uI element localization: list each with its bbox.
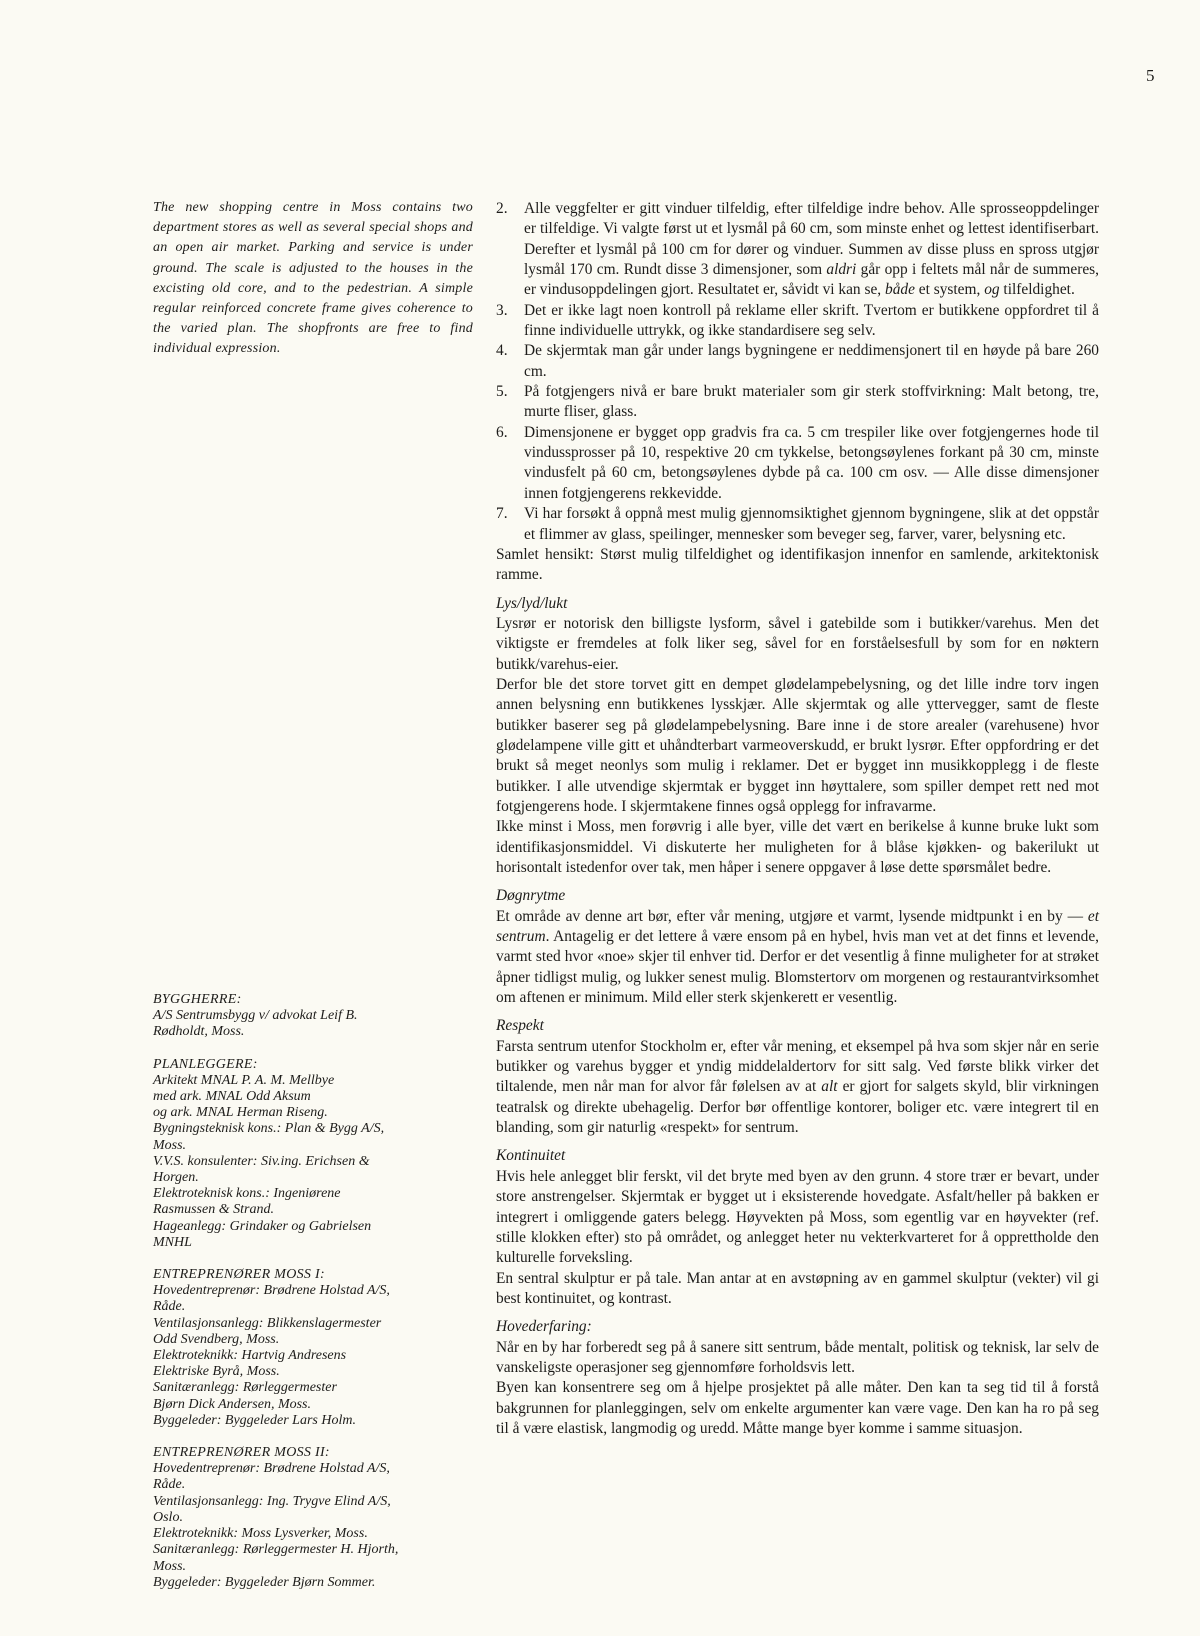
list-text: Vi har forsøkt å oppnå mest mulig gjennomsiktighet gjennom bygningene, slik at det oppstår et flimmer av glass, speilinger, mennesker som beveger seg, farver, varer, belysning etc. bbox=[524, 505, 1099, 543]
paragraph-text: Et område av denne art bør, efter vår mening, utgjøre et varmt, lysende midtpunkt i en by — bbox=[496, 907, 1088, 925]
credit-line: med ark. MNAL Odd Aksum bbox=[153, 1089, 311, 1105]
english-summary bbox=[153, 198, 473, 360]
paragraph: Lysrør er notorisk den billigste lysform, såvel i gatebilde som i butikker/varehus. Men det viktigste er fremdeles at folk liker seg, såvel for en forståelsesfull by som for en nøktern butikk/varehus-eier. bbox=[496, 614, 1099, 673]
credit-line: MNHL bbox=[153, 1234, 192, 1250]
credit-heading: PLANLEGGERE: bbox=[153, 1056, 258, 1072]
credit-line: Odd Svendberg, Moss. bbox=[153, 1331, 280, 1347]
main-text bbox=[496, 199, 1099, 1439]
credit-line: Hageanlegg: Grindaker og Gabrielsen bbox=[153, 1218, 372, 1234]
credit-line: Rødholdt, Moss. bbox=[153, 1024, 245, 1040]
credit-line: Horgen. bbox=[153, 1170, 199, 1186]
credit-line: Elektroteknikk: Moss Lysverker, Moss. bbox=[153, 1526, 368, 1542]
emphasis: både bbox=[885, 281, 915, 299]
paragraph-text: . Antagelig er det lettere å være ensom på en hybel, hvis man vet at det finns et levende, varmt sted hvor «noe» skjer til enhver tid. Derfor er det vesentlig å finne muligheter for at strøket åpner tidligst mulig, og lukker senest mulig. Blomstertorv om morgenen og restaurantvirksomhet om aftenen er minimum. Mild eller sterk skjenkerett er vesentlig. bbox=[496, 928, 1099, 1007]
list-number: 5. bbox=[496, 383, 508, 401]
list-item bbox=[496, 341, 1099, 382]
list-number: 2. bbox=[496, 200, 508, 217]
list-text: Alle veggfelter er gitt vinduer tilfeldig, efter tilfeldige indre behov. Alle sprosseoppdelinger er tilfeldige. Vi valgte først ut et lysmål på 60 cm, som minste enhet og lettest identifiserbart. Derefter et lysmål på 100 cm for dører og vinduer. Summen av disse pluss en spross utgjør lysmål 170 cm. Rundt disse 3 dimensjoner, som bbox=[524, 200, 1099, 279]
list-text: et system, bbox=[914, 281, 985, 299]
section-title-hovederfaring: Hovederfaring: bbox=[496, 1318, 592, 1336]
section-title-lys-lyd-lukt: Lys/lyd/lukt bbox=[496, 594, 568, 612]
credit-line: Ventilasjonsanlegg: Blikkenslagermester bbox=[153, 1315, 382, 1331]
credit-heading: BYGGHERRE: bbox=[153, 992, 242, 1007]
credit-heading: ENTREPRENØRER MOSS I: bbox=[153, 1267, 325, 1283]
section-title-respekt: Respekt bbox=[496, 1017, 544, 1035]
credit-line: V.V.S. konsulenter: Siv.ing. Erichsen & bbox=[153, 1153, 370, 1169]
credit-line: Bjørn Dick Andersen, Moss. bbox=[153, 1396, 311, 1412]
list-text: går opp i feltets mål når de summeres, er vindusoppdelingen gjort. Resultatet er, såvidt vi kan se, bbox=[524, 261, 1099, 299]
credit-heading: ENTREPRENØRER MOSS II: bbox=[153, 1445, 330, 1461]
emphasis: alt bbox=[821, 1078, 838, 1096]
list-text: De skjermtak man går under langs bygningene er neddimensjonert til en høyde på bare 260 cm. bbox=[524, 342, 1099, 380]
credit-line: Moss. bbox=[153, 1137, 187, 1153]
paragraph-text: er gjort for salgets skyld, blir virkningen teatralsk og direkte ubehagelig. Derfor bør offentlige kontorer, boliger etc. være integrert til en blanding, som gir naturlig «respekt» for sentrum. bbox=[496, 1078, 1099, 1137]
credit-line: A/S Sentrumsbygg v/ advokat Leif B. bbox=[153, 1008, 358, 1024]
list-number: 4. bbox=[496, 342, 508, 360]
list-text: Det er ikke lagt noen kontroll på reklame eller skrift. Tvertom er butikkene oppfordret til å finne individuelle uttrykk, og ikke standardisere seg selv. bbox=[524, 301, 1099, 340]
paragraph-text: Farsta sentrum utenfor Stockholm er, efter vår mening, et eksempel på hva som skjer når en serie butikker og varehus bygger et yndig middelaldertorv for sitt salg. Ved første blikk virker det tiltalende, men når man for alvor får følelsen av at bbox=[496, 1037, 1099, 1096]
list-item bbox=[496, 301, 1099, 342]
credit-line: Byggeleder: Byggeleder Bjørn Sommer. bbox=[153, 1574, 376, 1590]
paragraph: Hvis hele anlegget blir ferskt, vil det bryte med byen av den grunn. 4 store trær er bevart, under store anstrengelser. Skjermtak er bygget ut i eksisterende hovedgate. Asfalt/heller på bakken er integrert i omliggende gaters belegg. Høyvekten på Moss, som egentlig var en høyvekter (ref. stille klokken efter) sto på området, og anlegget heter nu vekterkvarteret for å opprettholde den kulturelle forveksling. bbox=[496, 1167, 1099, 1267]
credit-line: og ark. MNAL Herman Riseng. bbox=[153, 1105, 328, 1121]
credit-line: Elektroteknisk kons.: Ingeniørene bbox=[153, 1186, 341, 1202]
credit-line: Moss. bbox=[153, 1558, 187, 1574]
numbered-list bbox=[496, 199, 1099, 545]
credit-line: Arkitekt MNAL P. A. M. Mellbye bbox=[153, 1072, 335, 1088]
paragraph: Derfor ble det store torvet gitt en dempet glødelampebelysning, og det lille indre torv ingen annen belysning enn butikkenes lysskjær. Alle skjermtak og alle yttervegger, samt de fleste butikker baserer seg på glødelampebelysning. Bare inne i de store arealer (varehusene) hvor glødelampene ville gitt et uhåndterbart varmeoverskudd, er brukt lysrør. Efter oppfordring er det brukt så meget neonlys som mulig i reklamer. Det er bygget inn musikkopplegg i de fleste butikker. I alle utvendige skjermtak er bygget inn høyttalere, som spiller dempet rett ned mot fotgjengerens hode. I skjermtakene finnes også opplegg for infravarme. bbox=[496, 675, 1099, 815]
credit-line: Råde. bbox=[153, 1299, 186, 1315]
list-item bbox=[496, 504, 1099, 545]
list-item bbox=[496, 382, 1099, 423]
credit-line: Elektriske Byrå, Moss. bbox=[153, 1364, 280, 1380]
credit-block-byggherre bbox=[153, 992, 483, 1041]
credit-line: Sanitæranlegg: Rørleggermester bbox=[153, 1380, 337, 1396]
credit-line: Byggeleder: Byggeleder Lars Holm. bbox=[153, 1412, 356, 1428]
credits bbox=[153, 992, 483, 1607]
list-number: 6. bbox=[496, 423, 508, 441]
paragraph bbox=[496, 907, 1099, 1009]
list-number: 7. bbox=[496, 505, 508, 523]
list-item bbox=[496, 423, 1099, 504]
credit-line: Råde. bbox=[153, 1477, 186, 1493]
summary-text: The new shopping centre in Moss contains two department stores as well as several special shops and an open air market. Parking and service is under ground. The scale is adjusted to the houses in the excisting old core, and to the pedestrian. A simple regular reinforced concrete frame gives coherence to the varied plan. The shopfronts are free to find individual expression. bbox=[153, 200, 473, 357]
credit-block-entreprenorer-moss-1 bbox=[153, 1267, 483, 1429]
page-number: 5 bbox=[1146, 66, 1155, 85]
emphasis: og bbox=[984, 281, 1000, 299]
paragraph: Når en by har forberedt seg på å sanere sitt sentrum, både mentalt, politisk og teknisk, lar selv de vanskeligste operasjoner seg gjennomføre forholdsvis lett. bbox=[496, 1338, 1099, 1376]
credit-line: Bygningsteknisk kons.: Plan & Bygg A/S, bbox=[153, 1121, 385, 1137]
credit-line: Rasmussen & Strand. bbox=[153, 1202, 274, 1218]
list-text: Dimensjonene er bygget opp gradvis fra ca. 5 cm trespiler like over fotgjengernes hode til vindussprosser på 10, respektive 20 cm tykkelse, betongsøylenes forkant på 30 cm, minste vindusfelt på 60 cm, betongsøylenes dybde på ca. 100 cm osv. — Alle disse dimensjoner innen fotgjengerens rekkevidde. bbox=[524, 423, 1099, 502]
credit-line: Sanitæranlegg: Rørleggermester H. Hjorth, bbox=[153, 1542, 399, 1558]
credit-line: Elektroteknikk: Hartvig Andresens bbox=[153, 1348, 347, 1364]
credit-line: Hovedentreprenør: Brødrene Holstad A/S, bbox=[153, 1461, 390, 1477]
paragraph: Ikke minst i Moss, men forøvrig i alle byer, ville det vært en berikelse å kunne bruke lukt som identifikasjonsmiddel. Vi diskuterte her muligheten for å blåse kjøkken- og bakerilukt ut horisontalt istedenfor over tak, men håper i senere oppgaver å løse dette spørsmålet bedre. bbox=[496, 818, 1099, 876]
credit-block-entreprenorer-moss-2 bbox=[153, 1445, 483, 1591]
credit-block-planleggere bbox=[153, 1057, 483, 1251]
section-title-kontinuitet: Kontinuitet bbox=[496, 1147, 566, 1165]
credit-line: Ventilasjonsanlegg: Ing. Trygve Elind A/S, bbox=[153, 1493, 391, 1509]
conclusion-paragraph: Samlet hensikt: Størst mulig tilfeldighet og identifikasjon innenfor en samlende, arkitektonisk ramme. bbox=[496, 545, 1099, 584]
section-title-dognrytme: Døgnrytme bbox=[496, 887, 566, 905]
emphasis: et sentrum bbox=[496, 907, 1099, 946]
credit-line: Oslo. bbox=[153, 1509, 183, 1525]
list-text: På fotgjengers nivå er bare brukt materialer som gir sterk stoffvirkning: Malt betong, tre, murte fliser, glass. bbox=[524, 383, 1099, 421]
list-text: tilfeldighet. bbox=[999, 281, 1075, 299]
paragraph bbox=[496, 1037, 1099, 1139]
list-number: 3. bbox=[496, 301, 508, 319]
list-item bbox=[496, 199, 1099, 301]
paragraph: Byen kan konsentrere seg om å hjelpe prosjektet på alle måter. Den kan ta seg tid til å forstå bakgrunnen for planleggingen, selv om enkelte argumenter kan være vage. Den kan ha ro på seg til å være elastisk, langmodig og uredd. Måtte mange byer komme i samme situasjon. bbox=[496, 1379, 1099, 1437]
emphasis: aldri bbox=[826, 261, 857, 279]
credit-line: Hovedentreprenør: Brødrene Holstad A/S, bbox=[153, 1283, 390, 1299]
paragraph: En sentral skulptur er på tale. Man antar at en avstøpning av en gammel skulptur (vekter) vil gi best kontinuitet, og kontrast. bbox=[496, 1269, 1099, 1307]
